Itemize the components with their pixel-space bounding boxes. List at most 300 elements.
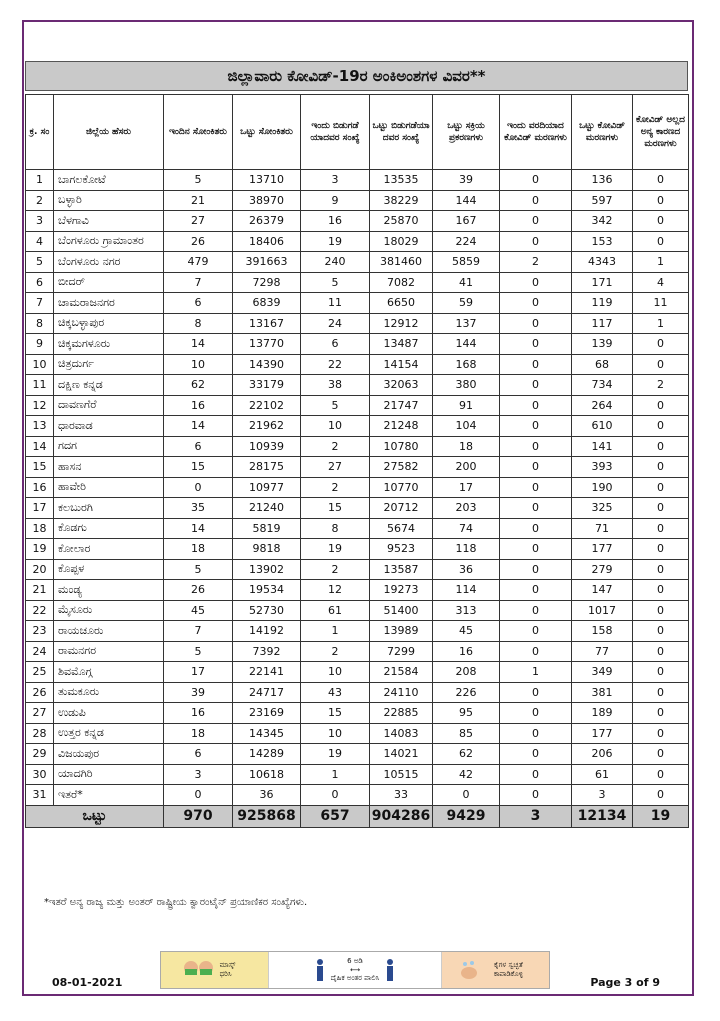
handwash-icon [458, 959, 480, 981]
value-cell: 279 [572, 559, 633, 580]
district-name-cell: ತುಮಕೂರು [54, 682, 164, 703]
value-cell: 0 [633, 785, 689, 806]
serial-cell: 29 [26, 744, 54, 765]
serial-cell: 25 [26, 662, 54, 683]
value-cell: 0 [500, 211, 572, 232]
value-cell: 393 [572, 457, 633, 478]
value-cell: 2 [301, 559, 370, 580]
table-row [26, 190, 689, 211]
district-name-cell: ಮಂಡ್ಯ [54, 580, 164, 601]
value-cell: 36 [233, 785, 301, 806]
value-cell: 0 [500, 395, 572, 416]
table-row [26, 539, 689, 560]
value-cell: 13902 [233, 559, 301, 580]
value-cell: 0 [433, 785, 500, 806]
value-cell: 0 [633, 231, 689, 252]
value-cell: 381460 [370, 252, 433, 273]
district-name-cell: ಹಾವೇರಿ [54, 477, 164, 498]
value-cell: 1 [633, 313, 689, 334]
district-name-cell: ಚಿತ್ರದುರ್ಗ [54, 354, 164, 375]
table-row [26, 457, 689, 478]
table-row [26, 785, 689, 806]
value-cell: 9523 [370, 539, 433, 560]
value-cell: 14 [164, 416, 233, 437]
value-cell: 5859 [433, 252, 500, 273]
value-cell: 171 [572, 272, 633, 293]
value-cell: 0 [500, 354, 572, 375]
value-cell: 10 [301, 723, 370, 744]
value-cell: 28175 [233, 457, 301, 478]
value-cell: 13535 [370, 170, 433, 191]
value-cell: 0 [633, 539, 689, 560]
value-cell: 52730 [233, 600, 301, 621]
value-cell: 0 [633, 334, 689, 355]
serial-cell: 27 [26, 703, 54, 724]
value-cell: 0 [500, 723, 572, 744]
table-row [26, 559, 689, 580]
value-cell: 2 [633, 375, 689, 396]
table-row [26, 662, 689, 683]
value-cell: 0 [500, 539, 572, 560]
value-cell: 62 [164, 375, 233, 396]
value-cell: 10 [164, 354, 233, 375]
column-header: ಜಿಲ್ಲೆಯ ಹೆಸರು [54, 95, 164, 170]
value-cell: 2 [301, 436, 370, 457]
district-name-cell: ಶಿವಮೊಗ್ಗ [54, 662, 164, 683]
value-cell: 21962 [233, 416, 301, 437]
value-cell: 10618 [233, 764, 301, 785]
value-cell: 4 [633, 272, 689, 293]
value-cell: 14289 [233, 744, 301, 765]
value-cell: 1 [500, 662, 572, 683]
value-cell: 0 [633, 600, 689, 621]
value-cell: 24 [301, 313, 370, 334]
district-name-cell: ವಿಜಯಪುರ [54, 744, 164, 765]
mask-text: ಮಾಸ್ಕ್ ಧರಿಸಿ [219, 961, 236, 978]
total-value-cell: 657 [301, 805, 370, 827]
value-cell: 95 [433, 703, 500, 724]
value-cell: 1017 [572, 600, 633, 621]
value-cell: 77 [572, 641, 633, 662]
district-name-cell: ಯಾದಗಿರಿ [54, 764, 164, 785]
value-cell: 24110 [370, 682, 433, 703]
value-cell: 6 [164, 744, 233, 765]
district-name-cell: ದಾವಣಗೆರೆ [54, 395, 164, 416]
value-cell: 33 [370, 785, 433, 806]
value-cell: 203 [433, 498, 500, 519]
value-cell: 0 [500, 682, 572, 703]
value-cell: 5819 [233, 518, 301, 539]
value-cell: 0 [500, 641, 572, 662]
safety-banner [160, 951, 550, 989]
value-cell: 391663 [233, 252, 301, 273]
value-cell: 224 [433, 231, 500, 252]
column-header: ಇಂದಿನ ಸೋಂಕಿತರು [164, 95, 233, 170]
value-cell: 14192 [233, 621, 301, 642]
value-cell: 22885 [370, 703, 433, 724]
value-cell: 0 [500, 293, 572, 314]
value-cell: 0 [633, 559, 689, 580]
serial-cell: 15 [26, 457, 54, 478]
value-cell: 5 [164, 559, 233, 580]
value-cell: 11 [633, 293, 689, 314]
value-cell: 9818 [233, 539, 301, 560]
serial-cell: 5 [26, 252, 54, 273]
value-cell: 13167 [233, 313, 301, 334]
serial-cell: 8 [26, 313, 54, 334]
value-cell: 21747 [370, 395, 433, 416]
handwash-segment [442, 952, 549, 988]
district-name-cell: ಕೋಲಾರ [54, 539, 164, 560]
value-cell: 114 [433, 580, 500, 601]
serial-cell: 18 [26, 518, 54, 539]
serial-cell: 2 [26, 190, 54, 211]
district-name-cell: ಕೊಪ್ಪಳ [54, 559, 164, 580]
value-cell: 144 [433, 190, 500, 211]
value-cell: 7392 [233, 641, 301, 662]
value-cell: 18 [433, 436, 500, 457]
serial-cell: 1 [26, 170, 54, 191]
value-cell: 141 [572, 436, 633, 457]
total-value-cell: 925868 [233, 805, 301, 827]
value-cell: 610 [572, 416, 633, 437]
value-cell: 0 [500, 559, 572, 580]
value-cell: 206 [572, 744, 633, 765]
value-cell: 10 [301, 662, 370, 683]
report-date: 08-01-2021 [52, 976, 123, 989]
value-cell: 0 [633, 662, 689, 683]
value-cell: 0 [500, 498, 572, 519]
table-header-row [26, 95, 689, 170]
serial-cell: 30 [26, 764, 54, 785]
value-cell: 16 [433, 641, 500, 662]
value-cell: 104 [433, 416, 500, 437]
value-cell: 19 [301, 231, 370, 252]
value-cell: 0 [633, 723, 689, 744]
serial-cell: 28 [26, 723, 54, 744]
value-cell: 22102 [233, 395, 301, 416]
district-name-cell: ಬೆಂಗಳೂರು ಗ್ರಾಮಾಂತರ [54, 231, 164, 252]
district-name-cell: ಕೊಡಗು [54, 518, 164, 539]
value-cell: 21584 [370, 662, 433, 683]
value-cell: 15 [301, 498, 370, 519]
value-cell: 16 [301, 211, 370, 232]
page-number: Page 3 of 9 [590, 976, 660, 989]
value-cell: 18406 [233, 231, 301, 252]
value-cell: 144 [433, 334, 500, 355]
value-cell: 18 [164, 723, 233, 744]
value-cell: 0 [500, 170, 572, 191]
value-cell: 3 [301, 170, 370, 191]
column-header: ಕೋವಿಡ್ ಅಲ್ಲದ ಅನ್ಯ ಕಾರಣದ ಮರಣಗಳು [633, 95, 689, 170]
value-cell: 342 [572, 211, 633, 232]
value-cell: 59 [433, 293, 500, 314]
column-header: ಇಂದು ಬಿಡುಗಡೆ ಯಾದವರ ಸಂಖ್ಯೆ [301, 95, 370, 170]
district-name-cell: ಬಳ್ಳಾರಿ [54, 190, 164, 211]
table-row [26, 580, 689, 601]
value-cell: 325 [572, 498, 633, 519]
table-row [26, 723, 689, 744]
serial-cell: 22 [26, 600, 54, 621]
table-row [26, 703, 689, 724]
table-row [26, 293, 689, 314]
value-cell: 0 [633, 354, 689, 375]
handwash-text: ಕೈಗಳ ಸ್ವಚ್ಛತೆ ಕಾಪಾಡಿಕೊಳ್ಳಿ [493, 961, 523, 978]
person-left-icon [315, 959, 325, 981]
value-cell: 14083 [370, 723, 433, 744]
value-cell: 16 [164, 395, 233, 416]
value-cell: 0 [633, 457, 689, 478]
value-cell: 190 [572, 477, 633, 498]
value-cell: 264 [572, 395, 633, 416]
district-name-cell: ರಾಮನಗರ [54, 641, 164, 662]
value-cell: 177 [572, 539, 633, 560]
value-cell: 20712 [370, 498, 433, 519]
value-cell: 21240 [233, 498, 301, 519]
value-cell: 0 [633, 580, 689, 601]
serial-cell: 21 [26, 580, 54, 601]
serial-cell: 31 [26, 785, 54, 806]
value-cell: 61 [572, 764, 633, 785]
distance-label: 6 ಅಡಿ [347, 957, 363, 965]
value-cell: 118 [433, 539, 500, 560]
table-row [26, 416, 689, 437]
value-cell: 597 [572, 190, 633, 211]
value-cell: 0 [164, 477, 233, 498]
table-row [26, 518, 689, 539]
value-cell: 38 [301, 375, 370, 396]
district-name-cell: ಚಾಮರಾಜನಗರ [54, 293, 164, 314]
table-row [26, 600, 689, 621]
district-name-cell: ಬೀದರ್ [54, 272, 164, 293]
serial-cell: 24 [26, 641, 54, 662]
column-header: ಇಂದು ವರದಿಯಾದ ಕೋವಿಡ್ ಮರಣಗಳು [500, 95, 572, 170]
value-cell: 119 [572, 293, 633, 314]
value-cell: 177 [572, 723, 633, 744]
value-cell: 0 [500, 334, 572, 355]
value-cell: 0 [500, 744, 572, 765]
value-cell: 226 [433, 682, 500, 703]
value-cell: 14 [164, 334, 233, 355]
value-cell: 1 [301, 764, 370, 785]
table-row [26, 334, 689, 355]
district-name-cell: ಕಲಬುರಗಿ [54, 498, 164, 519]
value-cell: 7 [164, 272, 233, 293]
value-cell: 0 [500, 477, 572, 498]
value-cell: 32063 [370, 375, 433, 396]
value-cell: 2 [301, 477, 370, 498]
table-row [26, 641, 689, 662]
value-cell: 41 [433, 272, 500, 293]
value-cell: 36 [433, 559, 500, 580]
table-row [26, 313, 689, 334]
value-cell: 7298 [233, 272, 301, 293]
value-cell: 0 [500, 272, 572, 293]
value-cell: 0 [500, 231, 572, 252]
value-cell: 0 [633, 211, 689, 232]
district-name-cell: ಇತರೆ* [54, 785, 164, 806]
value-cell: 6839 [233, 293, 301, 314]
value-cell: 6 [164, 436, 233, 457]
value-cell: 13487 [370, 334, 433, 355]
table-row [26, 682, 689, 703]
value-cell: 26379 [233, 211, 301, 232]
district-name-cell: ಬಾಗಲಕೋಟೆ [54, 170, 164, 191]
value-cell: 0 [500, 580, 572, 601]
value-cell: 13710 [233, 170, 301, 191]
value-cell: 200 [433, 457, 500, 478]
total-row [26, 805, 689, 827]
value-cell: 27 [301, 457, 370, 478]
value-cell: 0 [633, 170, 689, 191]
value-cell: 14021 [370, 744, 433, 765]
value-cell: 0 [633, 703, 689, 724]
value-cell: 22141 [233, 662, 301, 683]
value-cell: 189 [572, 703, 633, 724]
mask-icon [182, 958, 216, 982]
value-cell: 0 [500, 785, 572, 806]
value-cell: 0 [633, 744, 689, 765]
value-cell: 21248 [370, 416, 433, 437]
serial-cell: 19 [26, 539, 54, 560]
serial-cell: 7 [26, 293, 54, 314]
value-cell: 38970 [233, 190, 301, 211]
value-cell: 0 [633, 518, 689, 539]
district-name-cell: ಮೈಸೂರು [54, 600, 164, 621]
value-cell: 1 [301, 621, 370, 642]
value-cell: 734 [572, 375, 633, 396]
value-cell: 38229 [370, 190, 433, 211]
district-name-cell: ದಕ್ಷಿಣ ಕನ್ನಡ [54, 375, 164, 396]
value-cell: 5 [301, 272, 370, 293]
table-row [26, 436, 689, 457]
value-cell: 0 [500, 375, 572, 396]
value-cell: 3 [164, 764, 233, 785]
value-cell: 153 [572, 231, 633, 252]
value-cell: 15 [301, 703, 370, 724]
value-cell: 74 [433, 518, 500, 539]
column-header: ಒಟ್ಟು ಕೋವಿಡ್ ಮರಣಗಳು [572, 95, 633, 170]
serial-cell: 17 [26, 498, 54, 519]
value-cell: 15 [164, 457, 233, 478]
value-cell: 68 [572, 354, 633, 375]
table-row [26, 272, 689, 293]
total-value-cell: 3 [500, 805, 572, 827]
value-cell: 167 [433, 211, 500, 232]
value-cell: 0 [500, 518, 572, 539]
value-cell: 22 [301, 354, 370, 375]
value-cell: 6650 [370, 293, 433, 314]
total-value-cell: 12134 [572, 805, 633, 827]
value-cell: 6 [301, 334, 370, 355]
value-cell: 0 [633, 395, 689, 416]
value-cell: 0 [500, 457, 572, 478]
value-cell: 137 [433, 313, 500, 334]
value-cell: 10 [301, 416, 370, 437]
serial-cell: 20 [26, 559, 54, 580]
table-row [26, 252, 689, 273]
value-cell: 0 [500, 436, 572, 457]
value-cell: 7 [164, 621, 233, 642]
value-cell: 16 [164, 703, 233, 724]
value-cell: 0 [633, 641, 689, 662]
value-cell: 313 [433, 600, 500, 621]
serial-cell: 10 [26, 354, 54, 375]
serial-cell: 26 [26, 682, 54, 703]
value-cell: 39 [433, 170, 500, 191]
value-cell: 27 [164, 211, 233, 232]
value-cell: 117 [572, 313, 633, 334]
value-cell: 5674 [370, 518, 433, 539]
value-cell: 0 [633, 498, 689, 519]
district-name-cell: ಧಾರವಾಡ [54, 416, 164, 437]
value-cell: 51400 [370, 600, 433, 621]
value-cell: 5 [301, 395, 370, 416]
value-cell: 7082 [370, 272, 433, 293]
value-cell: 27582 [370, 457, 433, 478]
serial-cell: 12 [26, 395, 54, 416]
value-cell: 14 [164, 518, 233, 539]
value-cell: 0 [500, 703, 572, 724]
value-cell: 8 [301, 518, 370, 539]
value-cell: 24717 [233, 682, 301, 703]
value-cell: 33179 [233, 375, 301, 396]
value-cell: 19 [301, 744, 370, 765]
district-name-cell: ಚಿಕ್ಕಬಳ್ಳಾಪುರ [54, 313, 164, 334]
value-cell: 8 [164, 313, 233, 334]
serial-cell: 13 [26, 416, 54, 437]
value-cell: 5 [164, 641, 233, 662]
serial-cell: 4 [26, 231, 54, 252]
distance-text: ದೈಹಿಕ ಅಂತರ ಪಾಲಿಸಿ [330, 974, 380, 982]
value-cell: 19534 [233, 580, 301, 601]
value-cell: 0 [500, 190, 572, 211]
table-body [26, 170, 689, 828]
district-name-cell: ಬೆಂಗಳೂರು ನಗರ [54, 252, 164, 273]
value-cell: 14154 [370, 354, 433, 375]
value-cell: 0 [500, 600, 572, 621]
value-cell: 479 [164, 252, 233, 273]
value-cell: 42 [433, 764, 500, 785]
value-cell: 71 [572, 518, 633, 539]
value-cell: 240 [301, 252, 370, 273]
value-cell: 0 [633, 436, 689, 457]
value-cell: 13989 [370, 621, 433, 642]
person-right-icon [385, 959, 395, 981]
total-value-cell: 19 [633, 805, 689, 827]
value-cell: 10515 [370, 764, 433, 785]
table-row [26, 744, 689, 765]
district-name-cell: ಹಾಸನ [54, 457, 164, 478]
value-cell: 136 [572, 170, 633, 191]
value-cell: 39 [164, 682, 233, 703]
value-cell: 5 [164, 170, 233, 191]
serial-cell: 14 [26, 436, 54, 457]
district-name-cell: ಬೆಳಗಾವಿ [54, 211, 164, 232]
serial-cell: 3 [26, 211, 54, 232]
value-cell: 349 [572, 662, 633, 683]
table-row [26, 231, 689, 252]
value-cell: 45 [433, 621, 500, 642]
value-cell: 23169 [233, 703, 301, 724]
table-row [26, 621, 689, 642]
serial-cell: 9 [26, 334, 54, 355]
value-cell: 139 [572, 334, 633, 355]
district-name-cell: ಗದಗ [54, 436, 164, 457]
value-cell: 0 [633, 621, 689, 642]
column-header: ಒಟ್ಟು ಬಿಡುಗಡೆಯಾ ದವರ ಸಂಖ್ಯೆ [370, 95, 433, 170]
value-cell: 14345 [233, 723, 301, 744]
